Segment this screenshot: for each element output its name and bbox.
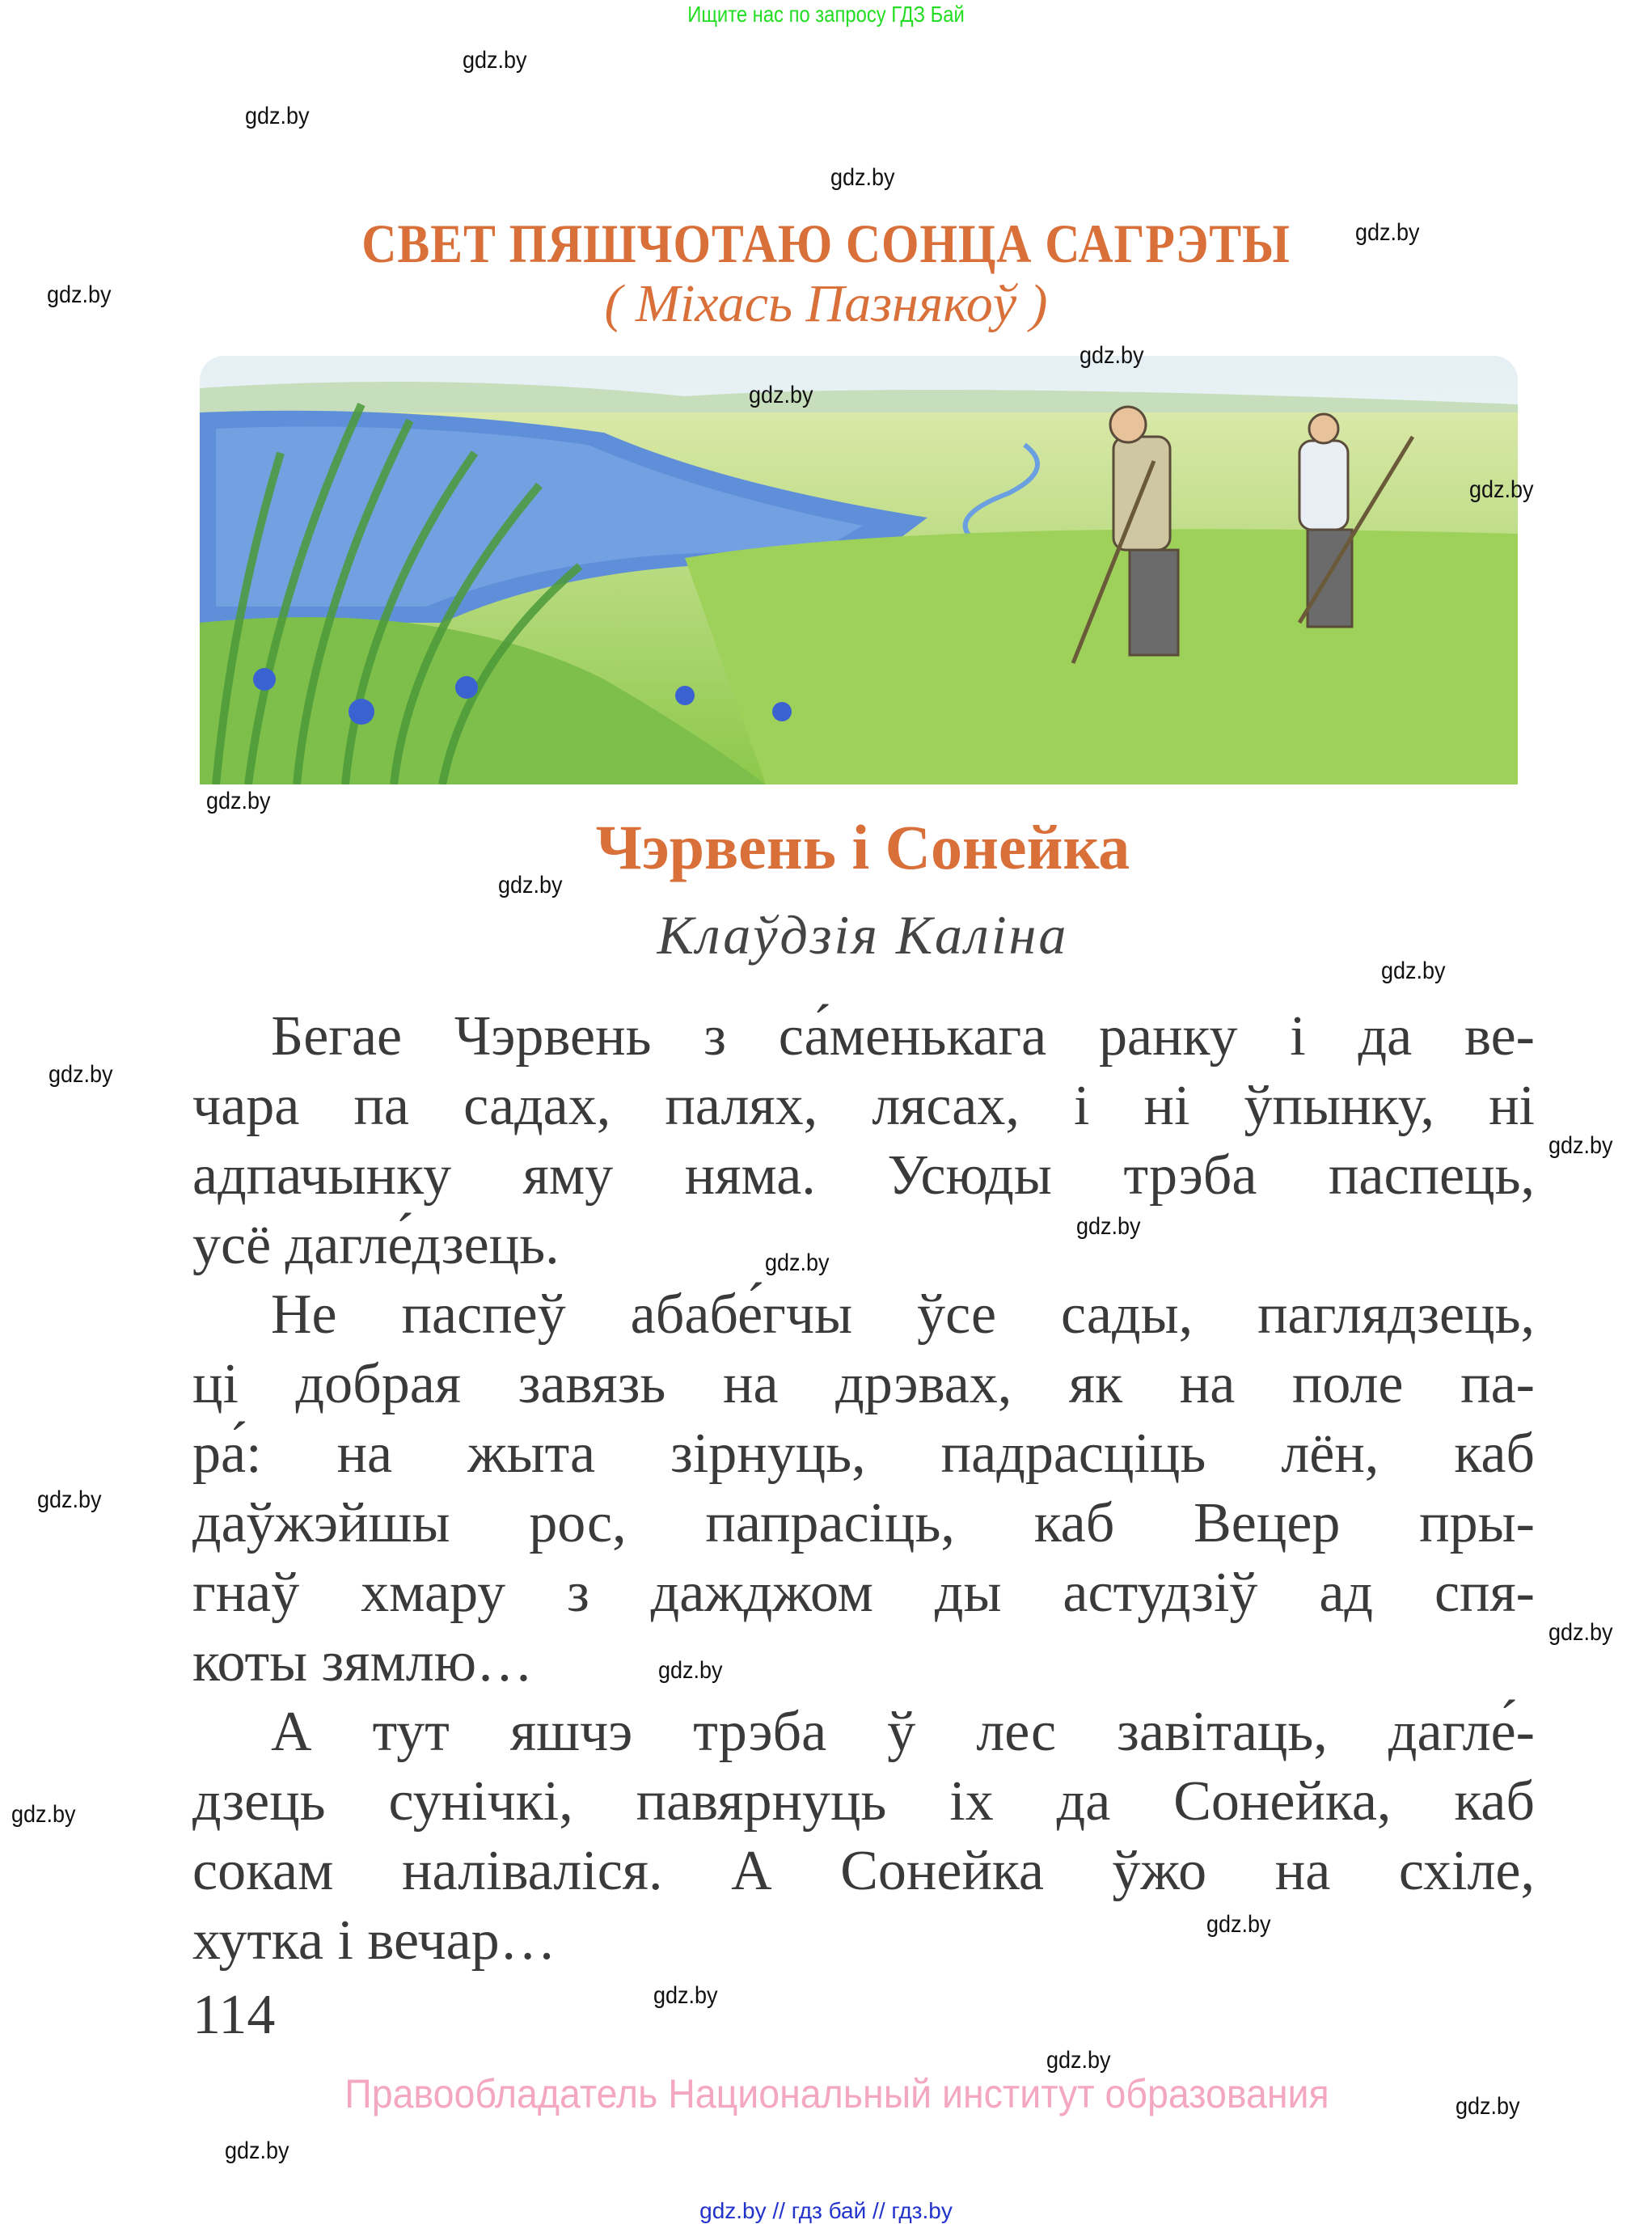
watermark: gdz.by — [47, 281, 112, 308]
text-line: дзець сунічкі, павярнуць іх да Сонейка, каб — [192, 1770, 1535, 1833]
watermark: gdz.by — [1381, 958, 1446, 984]
footer-links[interactable]: gdz.by // гдз бай // гдз.by — [699, 2198, 953, 2223]
watermark: gdz.by — [1080, 342, 1144, 369]
watermark: gdz.by — [1548, 1132, 1613, 1159]
watermark: gdz.by — [49, 1061, 113, 1088]
story-title: Чэрвень і Сонейка — [595, 812, 1130, 882]
text-line: даўжэйшы рос, папрасіць, каб Вецер пры- — [192, 1492, 1535, 1554]
text-line: ра́: на жыта зірнуць, падрасціць лён, каб — [192, 1423, 1535, 1485]
story-author: Клаўдзія Каліна — [657, 904, 1069, 966]
text-line: адпачынку яму няма. Усюды трэба паспець, — [192, 1144, 1535, 1207]
watermark: gdz.by — [830, 164, 895, 191]
watermark: gdz.by — [463, 47, 527, 74]
text-line: хутка і вечар… — [192, 1909, 556, 1972]
watermark: gdz.by — [1046, 2047, 1111, 2074]
text-line: усё дагле́дзець. — [192, 1214, 560, 1276]
watermark: gdz.by — [1469, 476, 1534, 503]
search-hint-banner: Ищите нас по запросу ГДЗ Бай — [687, 2, 965, 27]
watermark: gdz.by — [1548, 1619, 1613, 1646]
watermark: gdz.by — [1076, 1213, 1141, 1240]
story-text — [192, 1002, 1535, 1976]
text-line: чара па садах, палях, лясах, і ні ўпынку, ні — [192, 1075, 1535, 1137]
watermark: gdz.by — [37, 1486, 102, 1513]
text-line: коты зямлю… — [192, 1631, 534, 1693]
watermark: gdz.by — [1206, 1911, 1271, 1938]
text-line: гнаў хмару з дажджом ды астудзіў ад спя- — [192, 1562, 1535, 1624]
watermark: gdz.by — [653, 1982, 718, 2009]
text-line: сокам наліваліся. А Сонейка ўжо на схіле, — [192, 1840, 1535, 1902]
watermark: gdz.by — [206, 788, 271, 814]
page-number: 114 — [192, 1984, 276, 2046]
text-line: Не паспеў абабе́гчы ўсе сады, паглядзець, — [271, 1283, 1535, 1346]
text-line: Бегае Чэрвень з са́менькага ранку і да ве- — [271, 1005, 1535, 1068]
watermark: gdz.by — [225, 2137, 289, 2164]
watermark: gdz.by — [1456, 2093, 1520, 2120]
copyright-notice: Правообладатель Национальный институт образования — [344, 2071, 1329, 2116]
field-mowers-illustration — [200, 356, 1518, 784]
section-epigraph-author: ( Міхась Пазнякоў ) — [604, 274, 1048, 333]
watermark: gdz.by — [245, 103, 310, 129]
watermark: gdz.by — [498, 872, 563, 898]
watermark: gdz.by — [1355, 219, 1420, 246]
watermark: gdz.by — [11, 1801, 76, 1828]
text-line: А тут яшчэ трэба ў лес завітаць, дагле́- — [271, 1701, 1535, 1763]
text-line: ці добрая завязь на дрэвах, як на поле па- — [192, 1353, 1535, 1415]
watermark: gdz.by — [749, 382, 813, 408]
watermark: gdz.by — [658, 1657, 723, 1684]
watermark: gdz.by — [765, 1249, 830, 1276]
section-title: СВЕТ ПЯШЧОТАЮ СОНЦА САГРЭТЫ — [361, 213, 1291, 274]
